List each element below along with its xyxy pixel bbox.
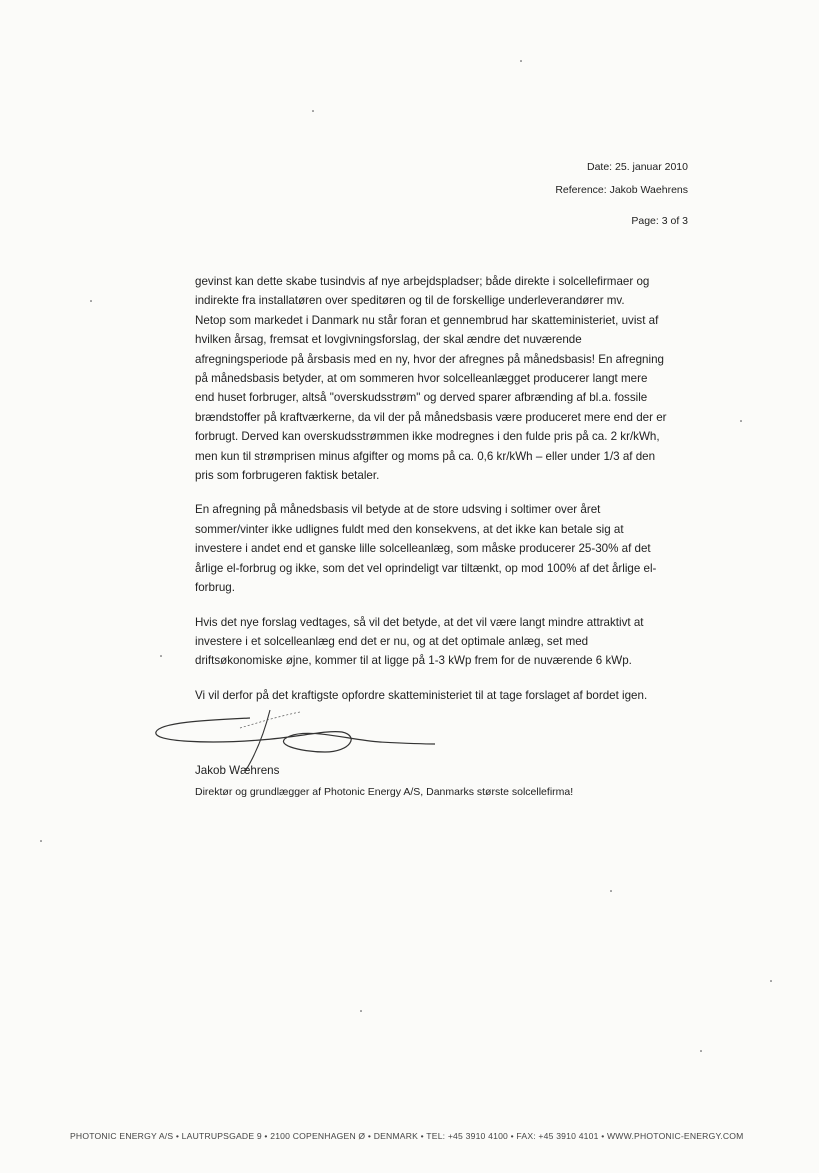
- paragraph-3: [195, 613, 695, 671]
- text-line: gevinst kan dette skabe tusindvis af nye arbejdspladser; både direkte i solcellefirmaer og: [195, 275, 650, 288]
- text-line: pris som forbrugeren faktisk betaler.: [195, 469, 380, 483]
- page-number: Page: 3 of 3: [631, 215, 688, 227]
- scan-speck: [360, 1010, 362, 1012]
- text-line: driftsøkonomiske øjne, kommer til at ligge på 1-3 kWp frem for de nuværende 6 kWp.: [195, 654, 632, 668]
- scan-speck: [40, 840, 42, 842]
- reference-line: Reference: Jakob Waehrens: [555, 184, 688, 196]
- text-line: En afregning på månedsbasis vil betyde at de store udsving i soltimer over året: [195, 503, 601, 517]
- scan-speck: [740, 420, 742, 422]
- scan-speck: [520, 60, 522, 62]
- text-line: hvilken årsag, fremsat et lovgivningsforslag, der skal ændre det nuværende: [195, 333, 582, 347]
- text-line: forbrugt. Derved kan overskudsstrømmen ikke modregnes i den fulde pris på ca. 2 kr/kWh,: [195, 430, 660, 444]
- paragraph-2: [195, 500, 695, 597]
- scan-speck: [312, 110, 314, 112]
- scan-speck: [90, 300, 92, 302]
- date-line: Date: 25. januar 2010: [587, 161, 688, 173]
- text-line: årlige el-forbrug og ikke, som det vel oprindeligt var tiltænkt, op mod 100% af det årlige el-: [195, 561, 657, 575]
- letter-header: [555, 156, 688, 202]
- scan-speck: [160, 655, 162, 657]
- handwritten-signature: [150, 700, 440, 780]
- text-line: Vi vil derfor på det kraftigste opfordre skatteministeriet til at tage forslaget af bordet igen.: [195, 688, 648, 702]
- text-line: Hvis det nye forslag vedtages, så vil det betyde, at det vil være langt mindre attraktivt at: [195, 615, 644, 629]
- text-line: brændstoffer på kraftværkerne, da vil der på månedsbasis være produceret mere end der er: [195, 410, 667, 424]
- text-line: på månedsbasis betyder, at om sommeren hvor solcelleanlægget producerer langt mere: [195, 372, 648, 386]
- signer-title: Direktør og grundlægger af Photonic Energy A/S, Danmarks største solcellefirma!: [195, 786, 574, 798]
- letterhead-footer: PHOTONIC ENERGY A/S • LAUTRUPSGADE 9 • 2100 COPENHAGEN Ø • DENMARK • TEL: +45 3910 4100 • FAX: +45 3910 4101 • WWW.PHOTONIC-ENERGY.COM: [70, 1131, 744, 1141]
- text-line: end huset forbruger, altså "overskudsstrøm" og derved sparer afbrænding af bl.a. fossile: [195, 391, 648, 405]
- text-line: Netop som markedet i Danmark nu står foran et gennembrud har skatteministeriet, uvist af: [195, 313, 659, 327]
- text-line: afregningsperiode på årsbasis med en ny, hvor der afregnes på månedsbasis! En afregning: [195, 352, 664, 366]
- text-line: forbrug.: [195, 581, 235, 595]
- signer-name: Jakob Wæhrens: [195, 764, 280, 777]
- text-line: investere i andet end et ganske lille solcelleanlæg, som måske producerer 25-30% af det: [195, 542, 651, 556]
- letter-body: [195, 272, 695, 720]
- scan-speck: [610, 890, 612, 892]
- scan-speck: [770, 980, 772, 982]
- text-line: indirekte fra installatøren over speditøren og til de forskellige underleverandører mv.: [195, 294, 625, 308]
- text-line: investere i et solcelleanlæg end det er nu, og at det optimale anlæg, set med: [195, 634, 589, 648]
- paragraph-1: [195, 272, 695, 485]
- text-line: men kun til strømprisen minus afgifter og moms på ca. 0,6 kr/kWh – eller under 1/3 af den: [195, 449, 656, 463]
- scan-speck: [700, 1050, 702, 1052]
- text-line: sommer/vinter ikke udlignes fuldt med den konsekvens, at det ikke kan betale sig at: [195, 522, 624, 536]
